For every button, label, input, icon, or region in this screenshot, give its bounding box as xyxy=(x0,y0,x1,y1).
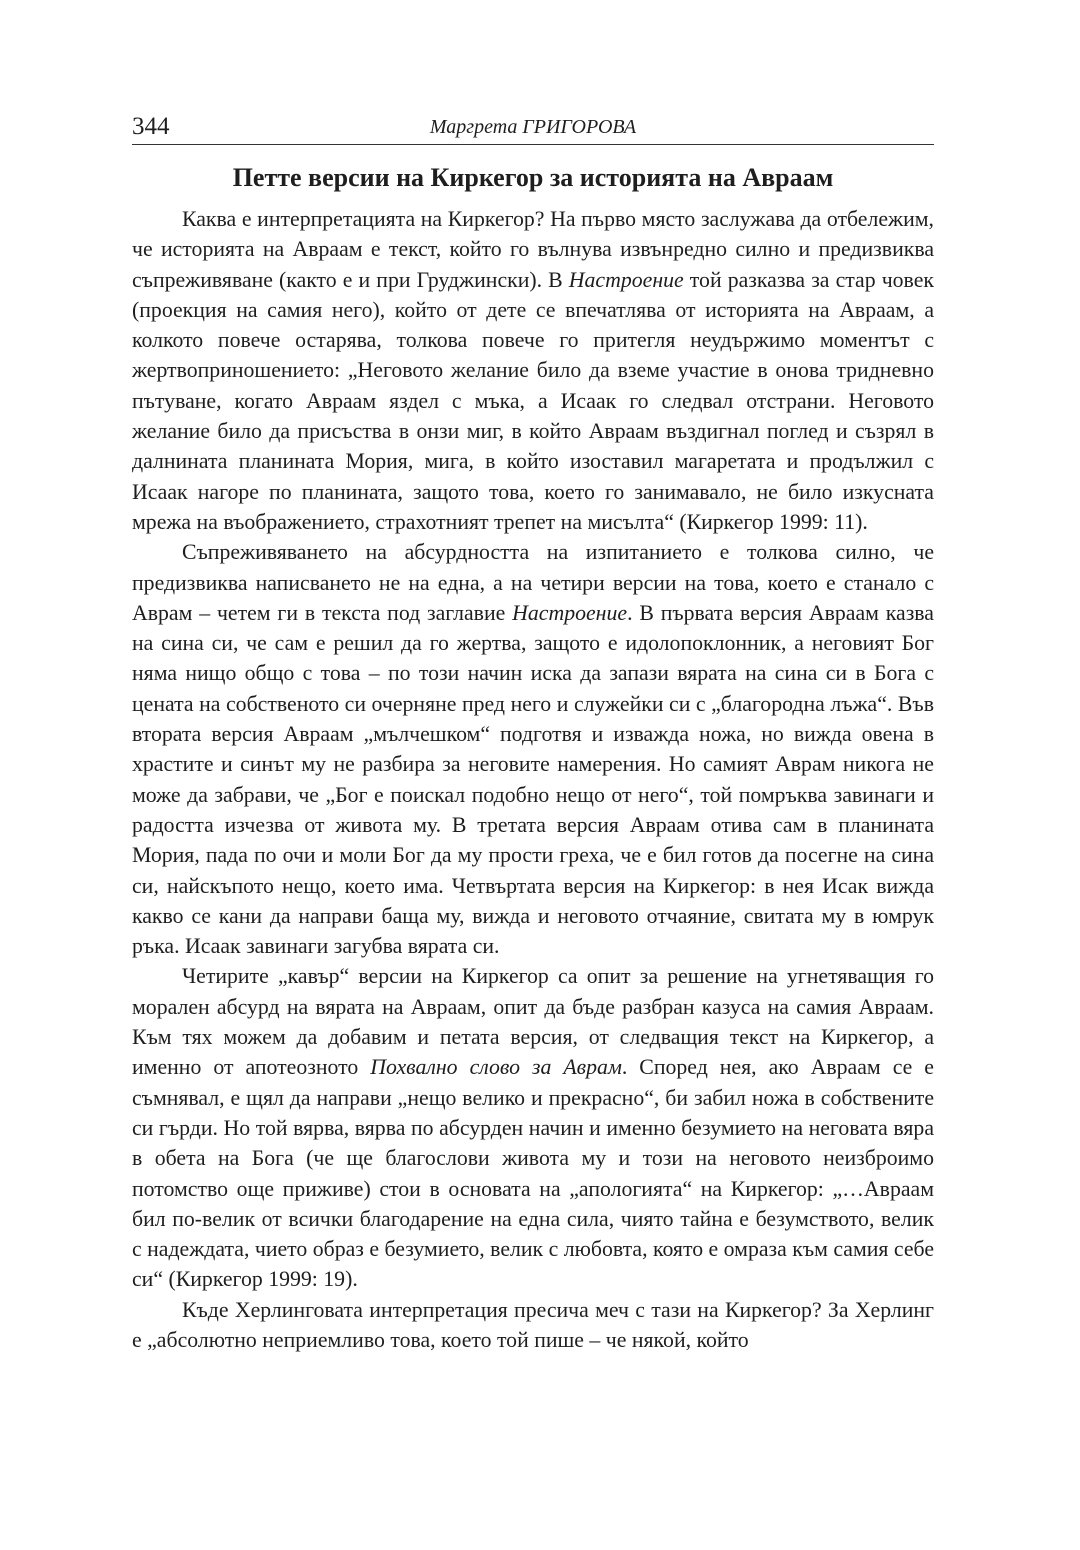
page xyxy=(132,108,934,1355)
paragraph-4 xyxy=(132,1295,934,1356)
paragraph-3 xyxy=(132,961,934,1294)
italic-title-nastroenie: Настроение xyxy=(568,267,684,292)
text-segment: . В първата версия Авраам казва на сина си, че сам е решил да го жертва, защото е идолопоклонник, а неговият Бог няма нищо общо с това – по този начин иска да запази вярата на сина си в Бога с цената на собственото си очерняне пред него и служейки си с „благородна лъжа“. Във втората версия Авраам „мълчешком“ подготвя и изважда ножа, но вижда овена в храстите и синът му не разбира за неговите намерения. Но самият Аврам никога не може да забрави, че „Бог е поискал подобно нещо от него“, той помръква завинаги и радостта изчезва от живота му. В третата версия Авраам отива сам в планината Мория, пада по очи и моли Бог да му прости греха, че е бил готов да посегне на сина си, найскъпото нещо, което има. Четвъртата версия на Киркегор: в нея Исак вижда какво се кани да направи баща му, вижда и неговото отчаяние, свитата му в юмрук ръка. Исаак завинаги загубва вярата си. xyxy=(132,600,934,959)
text-segment: Съпреживяването на абсурдността на изпитанието е толкова силно, че предизвиква написването не на една, а на четири версии на това, което е станало с Аврам – четем ги в текста под заглавие xyxy=(132,540,934,625)
text-segment: Къде Херлинговата интерпретация пресича меч с тази на Киркегор? За Херлинг е „абсолютно неприемливо това, което той пише – че някой, който xyxy=(132,1297,934,1352)
paragraph-2 xyxy=(132,537,934,961)
text-segment: Каква е интерпретацията на Киркегор? На първо място заслужава да отбележим, че историята на Авраам е текст, който го вълнува извънредно силно и предизвиква съпреживяване (както е и при Груджински). В xyxy=(132,207,934,292)
text-segment: . Според нея, ако Авраам се е съмнявал, е щял да направи „нещо велико и прекрасно“, би забил ножа в собствените си гърди. Но той вярва, вярва по абсурден начин и именно безумието на неговата вяра в обета на Бога (че ще благослови живота му и този на неговото неизброимо потомство още приживе) стои в основата на „апологията“ на Киркегор: „…Авраам бил по-велик от всички благодарение на една сила, чиято тайна е безумството, велик с надеждата, чието образ е безумието, велик с любовта, която е омраза към самия себе си“ (Киркегор 1999: 19). xyxy=(132,1055,934,1292)
italic-title-pohvalno-slovo: Похвално слово за Аврам xyxy=(370,1055,622,1080)
italic-title-nastroenie: Настроение xyxy=(512,600,628,625)
running-header-author: Маргрета ГРИГОРОВА xyxy=(429,116,637,138)
page-number: 344 xyxy=(132,113,170,140)
section-title: Петте версии на Киркегор за историята на Авраам xyxy=(232,163,834,192)
text-segment: той разказва за стар човек (проекция на самия него), който от дете се впечатлява от историята на Авраам, а колкото повече остарява, толкова повече го притегля неудържимо моментът с жертвоприношението: „Неговото желание било да вземе участие в онова тридневно пътуване, когато Авраам яздел с мъка, а Исаак го следвал отстрани. Неговото желание било да присъства в онзи миг, в който Авраам въздигнал поглед и съзрял в далнината планината Мория, мига, в който изоставил магаретата и продължил с Исаак нагоре по планината, защото това, което го занимавало, не било изкусната мрежа на въображението, страхотният трепет на мисълта“ (Киркегор 1999: 11). xyxy=(132,267,934,534)
text-segment: Четирите „кавър“ версии на Киркегор са опит за решение на угнетяващия го морален абсурд на вярата на Авраам, опит да бъде разбран казуса на самия Авраам. Към тях можем да добавим и петата версия, от следващия текст на Киркегор, а именно от апотеозното xyxy=(132,964,934,1080)
body-text xyxy=(132,204,934,1355)
running-header xyxy=(132,108,934,145)
paragraph-1 xyxy=(132,204,934,537)
